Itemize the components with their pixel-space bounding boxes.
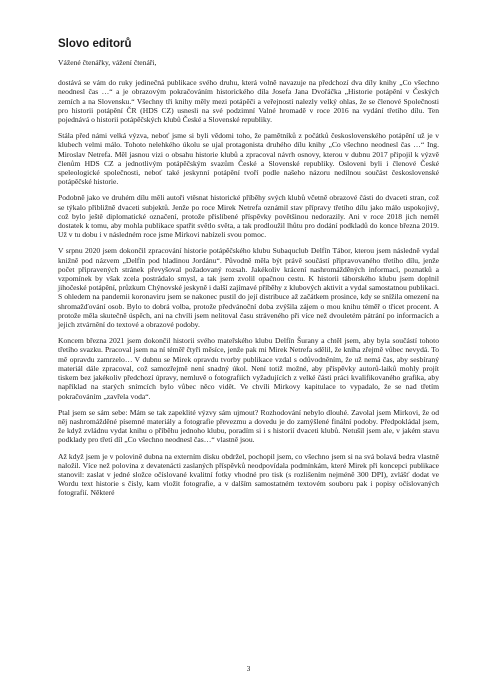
paragraph-delfin-surany: Koncem března 2021 jsem dokončil historii svého mateřského klubu Delfín Šurany a chtěl jsem, aby byla součástí tohoto třetího svazku. Pracoval jsem na ní téměř čtyři měsíce, jenže pak mi Mirek Netrefa sdělil, že kniha zřejmě vůbec nevydá. To mě opravdu zamrzelo… V dubnu se Mirek opravdu tvorby publikace vzdal s odůvodněním, že už nemá čas, aby sesbíraný materiál dále zpracoval, což samozřejmě není snadný úkol. Není totiž možné, aby příspěvky autorů-laiků mohly projít tiskem bez jakékoliv předchozí úpravy, nemluvě o fotografiích vyžadujících z velké části práci kvalifikovaného grafika, aby například na starých snímcích bylo vůbec něco vidět. Ve chvíli Mirkovy kapitulace to vypadalo, že se nad třetím pokračováním „zavřela voda“.	[58, 336, 439, 401]
paragraph-decision: Ptal jsem se sám sebe: Mám se tak zapeklité výzvy sám ujmout? Rozhodování nebylo dlouhé. Zavolal jsem Mirkovi, že od něj nashromážděné písemné materiály a fotografie převezmu a dovedu je do zamýšlené finální podoby. Předpokládal jsem, že když zvládnu vydat knihu o příběhu jednoho klubu, poradím si i s historií dvaceti klubů. Netušil jsem ale, v jakém stavu podklady pro třetí díl „Co všechno neodnesl čas…“ vlastně jsou.	[58, 407, 439, 445]
paragraph-intro: dostává se vám do ruky jedinečná publikace svého druhu, která volně navazuje na předchozí dva díly knihy „Co všechno neodnesl čas …“ a je obrazovým pokračováním historického díla Josefa Jana Dvořáčka „Historie potápění v Českých zemích a na Slovensku.“ Všechny tři knihy měly mezi potápěči a veřejností nalezly velký ohlas, že se členové Společnosti pro historii potápění ČR (HDS CZ) usnesli na své podzimní Valné hromadě v roce 2016 na vydání třetího dílu. Ten pojednává o historii potápěčských klubů České a Slovenské republiky.	[58, 78, 439, 125]
page-number: 3	[246, 665, 251, 673]
page-title: Slovo editorů	[58, 38, 132, 50]
greeting: Vážené čtenářky, vážení čtenáři,	[58, 58, 157, 67]
paragraph-materials: Až když jsem je v polovině dubna na externím disku obdržel, pochopil jsem, co všechno jsem si na svá bolavá bedra vlastně naložil. Více než polovina z devatenácti zaslaných příspěvků neodpovídala podmínkám, které Mirek při koncepci publikace stanovil: zaslat v jedné složce očíslované kvalitní fotky vhodné pro tisk (s rozlišením nejméně 300 DPI), zvlášť dodat ve Wordu text historie s čísly, kam vložit fotografie, a v dalším samostatném textovém souboru pak i popisy očíslovaných fotografií. Některé	[58, 451, 439, 498]
paragraph-delays: Podobně jako ve druhém dílu měli autoři vtěsnat historické příběhy svých klubů včetně obrazové části do dvaceti stran, což se týkalo přibližně dvaceti subjektů. Jenže po roce Mirek Netrefa oznámil stav přípravy třetího dílu jako málo uspokojivý, což bylo ještě diplomatické označení, protože přislíbené příspěvky povětšinou nedorazily. Ani v roce 2018 jich neměl dostatek k tomu, aby mohla publikace spatřit světlo světa, a tak prodloužil lhůtu pro dodání podkladů do konce března 2019. Už v tu dobu i v následném roce jsme Mirkovi nabízeli svou pomoc.	[58, 193, 439, 240]
paragraph-delfin-tabor: V srpnu 2020 jsem dokončil zpracování historie potápěčského klubu Subaquclub Delfín Tábor, kterou jsem následně vydal knižně pod názvem „Delfín pod hladinou Jordánu“. Původně měla být právě součástí připravovaného třetího dílu, jenže počet připravených stránek převyšoval požadovaný rozsah. Jakékoliv krácení nashromážděných informací, poznatků a vzpomínek by však zcela postrádalo smysl, a tak jsem zvolil opačnou cestu. K historii táborského klubu jsem doplnil jihočeské potápění, průzkum Chýnovské jeskyně i další zajímavé příběhy z klubových aktivit a vydal samostatnou publikaci. S ohledem na pandemii koronaviru jsem se nakonec pustil do její distribuce až začátkem prosince, kdy se snížila omezení na shromažďování osob. Bylo to dobrá volba, protože předvánoční doba zvýšila zájem o mou knihu téměř o třicet procent. A protože měla skutečně úspěch, ani na chvíli jsem nelitoval času stráveného při více než dvouletém pátrání po informacích a jejich ztvárnění do textové a obrazové podoby.	[58, 246, 439, 330]
paragraph-challenge: Stála před námi velká výzva, neboť jsme si byli vědomi toho, že pamětníků z počátků československého potápění už je v klubech velmi málo. Tohoto nelehkého úkolu se ujal protagonista druhého dílu knihy „Co všechno neodnesl čas …“ Ing. Miroslav Netrefa. Měl jasnou vizi o obsahu historie klubů a zpracoval návrh osnovy, kterou v dubnu 2017 připojil k výzvě členům HDS CZ a jednotlivým potápěčským svazům České a Slovenské republiky. Osloveni byli i členové České speleologické společnosti, neboť také jeskynní potápění tvoří podle našeho názoru nedílnou součást československé potápěčské historie.	[58, 131, 439, 187]
